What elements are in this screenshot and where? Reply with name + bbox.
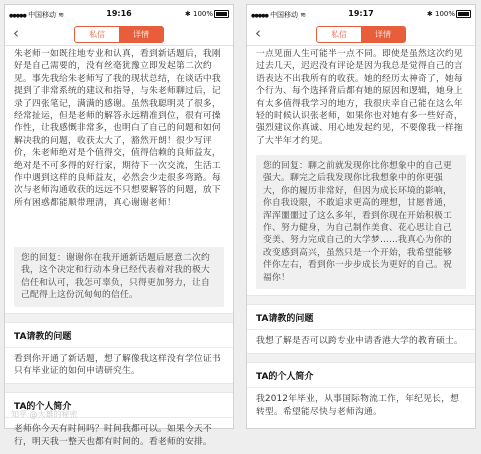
- clock: 19:17: [348, 9, 374, 18]
- tab-details[interactable]: 详情: [361, 27, 405, 42]
- nav-bar: [247, 23, 475, 46]
- signal-icon: ●●●●●: [9, 13, 26, 19]
- phone-screen-right: [246, 4, 476, 429]
- carrier-label: 中国移动: [270, 11, 299, 19]
- section-divider: [247, 353, 475, 363]
- wifi-icon: ≋: [58, 11, 65, 19]
- intro-section-title: TA的个人简介: [5, 393, 233, 418]
- question-section-title: TA请教的问题: [247, 305, 475, 330]
- watermark: 知乎 @大雄的秘密: [11, 410, 78, 419]
- status-bar: [5, 5, 233, 23]
- intro-section-title: TA的个人简介: [247, 363, 475, 388]
- question-section-title: TA请教的问题: [5, 323, 233, 348]
- battery-percent: 100%: [192, 10, 213, 18]
- tab-details[interactable]: 详情: [119, 27, 163, 42]
- battery-icon: [214, 10, 229, 18]
- bluetooth-icon: ✱: [426, 10, 433, 18]
- phone-screen-left: [4, 4, 234, 447]
- status-bar: [247, 5, 475, 23]
- review-text: 一点见面人生可能半一点不同。即使是虽然这次约见过去几天，迟迟没有评论是因为我总是觉得自己的言语表达不出我所有的收获。她的经历太神奇了，她每个行为、每个选择背后都有她的原因和逻辑，她身上有太多值得我学习的地方，我很庆幸自己能在这么年轻的时候认识张老师，如果你也对她有多一些好奇，强烈建议你真诚、用心地发起约见，不要像我一样拖了大半年才约见。: [256, 49, 463, 146]
- carrier-label: 中国移动: [28, 11, 57, 19]
- section-divider: [5, 383, 233, 393]
- intro-text: 老师你今天有时间吗？时间我都可以。如果今天不行，明天我一整天也都有时间的。看老师的安排。: [14, 424, 212, 447]
- section-divider: [5, 313, 233, 323]
- wifi-icon: ≋: [300, 11, 307, 19]
- reply-box: 您的回复：聊之前就发现你比你想象中的自己更强大。聊完之后我发现你比我想象中的你更强大，你的履历非常好，但因为成长环境的影响，你自我设限，不敢追求更高的理想，甘愿普通，浑浑噩噩过了这么多年，看到你现在开始积极工作、努力健身，为自己制作美食、花心思让自己变美、努力完成自己的大学梦……我真心为你的改变感到高兴，虽然只是一个开始，我希望能够伴你左右，看到你一步步成长为更好的自己。祝福你！: [256, 155, 466, 289]
- back-chevron-icon[interactable]: ‹: [255, 24, 261, 42]
- section-divider: [247, 295, 475, 305]
- question-text: 我想了解是否可以跨专业申请香港大学的教育硕士。: [256, 336, 463, 347]
- signal-icon: ●●●●●: [251, 13, 268, 19]
- reply-box: 您的回复：谢谢你在我开通新话题后愿意二次约我，这个决定和行动本身已经代表着对我的极大信任和认可，我怎可辜负，只得更加努力，让自己配得上这份沉甸甸的信任。: [14, 247, 224, 307]
- bluetooth-icon: ✱: [184, 10, 191, 18]
- intro-text: 我2012年毕业，从事国际物流工作，年纪见长，想转型。希望能尽快与老师沟通。: [256, 394, 460, 417]
- tab-private-message[interactable]: 私信: [331, 30, 347, 39]
- segmented-tabs: [316, 26, 406, 43]
- review-text: 朱老师一如既往地专业和认真，看到新话题后，我刚好是自己需要的，没有丝毫犹豫立即发起第二次约见。事先我给朱老师写了我的现状总结，在谈话中我提到了非常系统的建议和指导，与朱老师聊过后，记录了四张笔记，满满的感谢。虽然我聪明灵了很多，经常扯运，但是老师的解答永远精准到位，很有可操作性，让我感慨非常多，也明白了自己的问题和如何解决我的问题，收获太大了，豁然开朗！很少写评价，朱老师绝对是个值得交，值得信赖的良师益友，绝对是不可多得的好行家，期待下一次交流，生活工作中遇到这样的良师益友，必然会少走很多弯路。每次与老师沟通收获的远远不只想要解答的问题，放下所有困惑都能顺带理清，真心谢谢老师！: [14, 49, 221, 208]
- question-text: 看到你开通了新话题，想了解像我这样没有学位证书只有毕业证的如何申请研究生。: [14, 353, 221, 377]
- battery-icon: [456, 10, 471, 18]
- segmented-tabs: [74, 26, 164, 43]
- nav-bar: [5, 23, 233, 46]
- battery-percent: 100%: [434, 10, 455, 18]
- tab-private-message[interactable]: 私信: [89, 30, 105, 39]
- back-chevron-icon[interactable]: ‹: [13, 24, 19, 42]
- clock: 19:16: [106, 9, 132, 18]
